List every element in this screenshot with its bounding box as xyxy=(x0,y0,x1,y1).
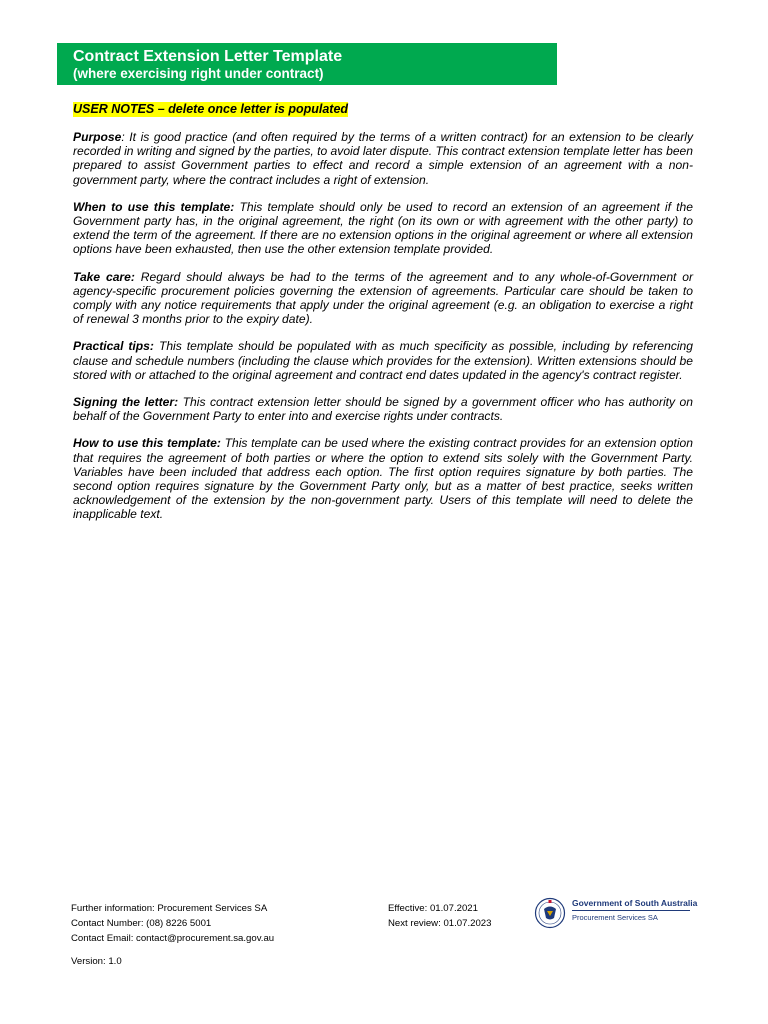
government-logo xyxy=(534,896,697,930)
header-banner xyxy=(57,43,557,85)
logo-text xyxy=(572,898,697,923)
section-text: This contract extension letter should be signed by a government officer who has authority on behalf of the Government Party to enter into and exercise rights under contracts. xyxy=(73,395,694,424)
section-lead: Practical tips: xyxy=(73,339,154,354)
next-review-date: Next review: 01.07.2023 xyxy=(388,918,492,929)
section-text: This template can be used where the existing contract provides for an extension option that requires the agreement of both parties or where the option to extend sits solely with the Government Party. Variables have been included that address each option. The first option requires signature by both parties. The second option requires signature by the Government Party only, but as a matter of best practice, seeks written acknowledgement of the extension by the non-government party. Users of this template will need to delete the inapplicable text. xyxy=(73,436,693,522)
section-lead: Signing the letter: xyxy=(73,395,179,410)
logo-divider xyxy=(572,910,690,911)
how-to-use-section xyxy=(73,436,693,521)
logo-government-name: Government of South Australia xyxy=(572,898,698,908)
user-notes-heading: USER NOTES – delete once letter is populated xyxy=(73,102,349,116)
footer-contact-info xyxy=(71,901,274,969)
purpose-section xyxy=(73,130,693,187)
section-lead: Take care: xyxy=(73,269,135,284)
take-care-section xyxy=(73,270,693,327)
section-lead: When to use this template: xyxy=(73,199,235,214)
user-notes-content xyxy=(73,100,693,535)
section-lead: How to use this template: xyxy=(73,436,221,451)
section-text: This template should only be used to record an extension of an agreement if the Government party has, in the original agreement, the right (on its own or with agreement with the other party) to extend the term of the agreement. If there are no extension options in the original agreement or where all extension options have been exhausted, then use the other extension template provided. xyxy=(73,199,693,257)
effective-date: Effective: 01.07.2021 xyxy=(388,903,478,914)
further-info: Further information: Procurement Services SA xyxy=(71,903,268,914)
practical-tips-section xyxy=(73,339,693,382)
section-lead: Purpose xyxy=(73,130,122,144)
when-to-use-section xyxy=(73,200,693,257)
section-text: : It is good practice (and often required by the terms of a written contract) for an extension to be clearly recorded in writing and signed by the parties, to avoid later dispute. This contract extension template letter has been prepared to assist Government parties to effect and record a simple extension of an agreement with a non-government party, where the contract includes a right of extension. xyxy=(73,130,693,187)
document-title: Contract Extension Letter Template xyxy=(73,48,343,65)
contact-email: Contact Email: contact@procurement.sa.gov.au xyxy=(71,933,275,944)
sa-government-crest-icon xyxy=(534,896,566,930)
version-label: Version: 1.0 xyxy=(71,956,122,967)
logo-department-name: Procurement Services SA xyxy=(572,913,658,922)
section-text: This template should be populated with as much specificity as possible, including by referencing clause and schedule numbers (including the clause which provides for the extension). Written extensions should be stored with or attached to the original agreement and contract end dates updated in the agency's contract register. xyxy=(73,339,693,382)
signing-section xyxy=(73,395,693,423)
footer-dates xyxy=(388,901,491,931)
document-subtitle: (where exercising right under contract) xyxy=(73,66,324,81)
contact-number: Contact Number: (08) 8226 5001 xyxy=(71,918,212,929)
section-text: Regard should always be had to the terms of the agreement and to any whole-of-Government or agency-specific procurement policies governing the extension of agreements. Particular care should be taken to comply with any notice requirements that apply under the original agreement (e.g. an obligation to exercise a right of renewal 3 months prior to the expiry date). xyxy=(73,269,694,327)
